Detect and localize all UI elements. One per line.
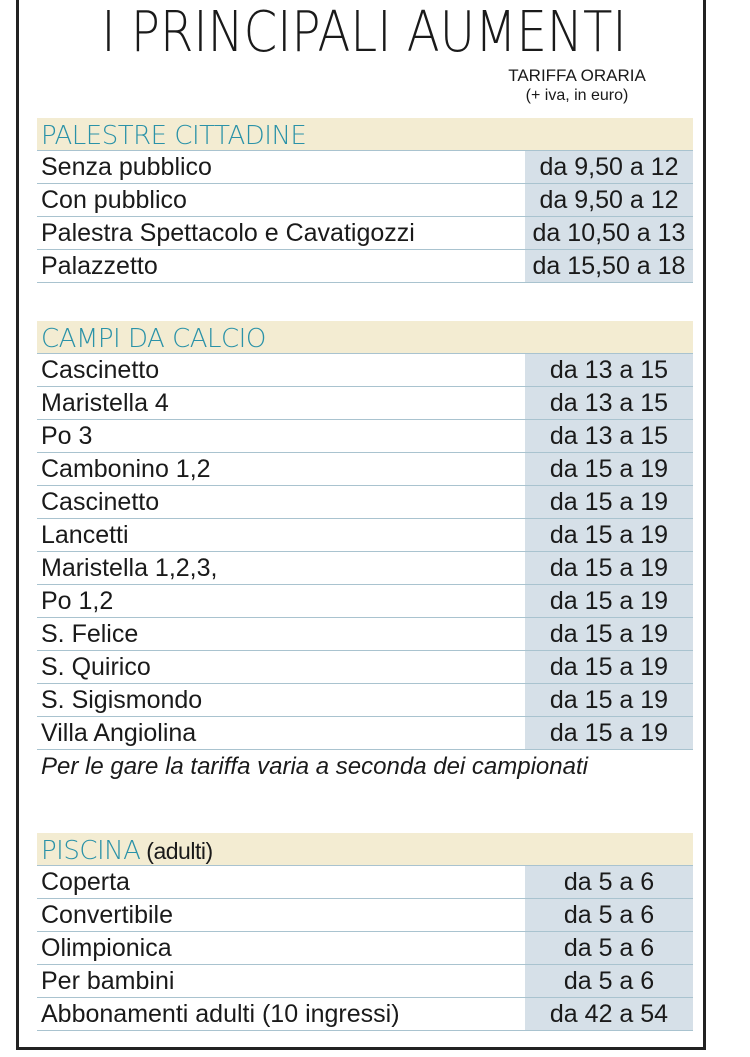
row-label: Per bambini xyxy=(41,967,175,995)
row-value: da 5 a 6 xyxy=(525,899,693,931)
table-row xyxy=(37,552,693,585)
row-label: Cascinetto xyxy=(41,356,160,384)
section-title-text: PISCINA xyxy=(41,836,141,866)
tariff-column-header xyxy=(487,66,667,106)
row-value: da 15 a 19 xyxy=(525,618,693,650)
row-value: da 42 a 54 xyxy=(525,998,693,1030)
table-row xyxy=(37,651,693,684)
table-row xyxy=(37,184,693,217)
table-row xyxy=(37,217,693,250)
section-campi-calcio xyxy=(37,321,693,782)
table-row xyxy=(37,717,693,750)
table-row xyxy=(37,250,693,283)
row-value: da 13 a 15 xyxy=(525,354,693,386)
table-row xyxy=(37,998,693,1031)
table-row xyxy=(37,684,693,717)
row-label: Abbonamenti adulti (10 ingressi) xyxy=(41,1000,400,1028)
section-title-suffix: (adulti) xyxy=(140,838,213,864)
row-label: Coperta xyxy=(41,868,130,896)
table-row xyxy=(37,151,693,184)
row-label: Maristella 1,2,3, xyxy=(41,554,218,582)
row-label: Lancetti xyxy=(41,521,129,549)
row-label: Po 3 xyxy=(41,422,93,450)
table-row xyxy=(37,585,693,618)
row-value: da 15 a 19 xyxy=(525,717,693,749)
row-value: da 15 a 19 xyxy=(525,651,693,683)
row-label: Olimpionica xyxy=(41,934,172,962)
row-label: S. Felice xyxy=(41,620,139,648)
section-title-text: CAMPI DA CALCIO xyxy=(41,324,266,354)
table-row xyxy=(37,899,693,932)
row-value: da 15 a 19 xyxy=(525,552,693,584)
row-label: Con pubblico xyxy=(41,186,187,214)
row-value: da 15,50 a 18 xyxy=(525,250,693,282)
row-value: da 5 a 6 xyxy=(525,866,693,898)
table-row xyxy=(37,519,693,552)
table-row xyxy=(37,932,693,965)
tariff-header-line1: TARIFFA ORARIA xyxy=(508,66,646,85)
row-value: da 15 a 19 xyxy=(525,519,693,551)
table-row xyxy=(37,387,693,420)
row-label: Cambonino 1,2 xyxy=(41,455,211,483)
table-row xyxy=(37,420,693,453)
table-row xyxy=(37,965,693,998)
section-piscina xyxy=(37,833,693,1031)
row-value: da 5 a 6 xyxy=(525,965,693,997)
table-row xyxy=(37,453,693,486)
row-value: da 10,50 a 13 xyxy=(525,217,693,249)
row-value: da 5 a 6 xyxy=(525,932,693,964)
row-label: Maristella 4 xyxy=(41,389,169,417)
row-label: Cascinetto xyxy=(41,488,160,516)
row-value: da 9,50 a 12 xyxy=(525,184,693,216)
table-row xyxy=(37,618,693,651)
infographic-frame xyxy=(16,0,706,1050)
table-row xyxy=(37,354,693,387)
row-value: da 15 a 19 xyxy=(525,684,693,716)
section-title xyxy=(37,321,693,354)
row-label: Palestra Spettacolo e Cavatigozzi xyxy=(41,219,415,247)
row-label: S. Quirico xyxy=(41,653,151,681)
row-value: da 15 a 19 xyxy=(525,486,693,518)
section-note: Per le gare la tariffa varia a seconda dei campionati xyxy=(41,753,588,780)
row-label: Palazzetto xyxy=(41,252,158,280)
table-row xyxy=(37,486,693,519)
table-row xyxy=(37,866,693,899)
row-label: Senza pubblico xyxy=(41,153,212,181)
section-palestre xyxy=(37,118,693,283)
row-label: Po 1,2 xyxy=(41,587,114,615)
row-value: da 13 a 15 xyxy=(525,387,693,419)
section-title-text: PALESTRE CITTADINE xyxy=(41,121,307,151)
row-label: S. Sigismondo xyxy=(41,686,203,714)
tariff-header-line2: (+ iva, in euro) xyxy=(525,87,629,104)
row-label: Convertibile xyxy=(41,901,174,929)
section-title xyxy=(37,118,693,151)
row-value: da 15 a 19 xyxy=(525,585,693,617)
row-value: da 13 a 15 xyxy=(525,420,693,452)
row-label: Villa Angiolina xyxy=(41,719,197,747)
page-title: I PRINCIPALI AUMENTI xyxy=(101,0,627,65)
section-title xyxy=(37,833,693,866)
row-value: da 15 a 19 xyxy=(525,453,693,485)
row-value: da 9,50 a 12 xyxy=(525,151,693,183)
